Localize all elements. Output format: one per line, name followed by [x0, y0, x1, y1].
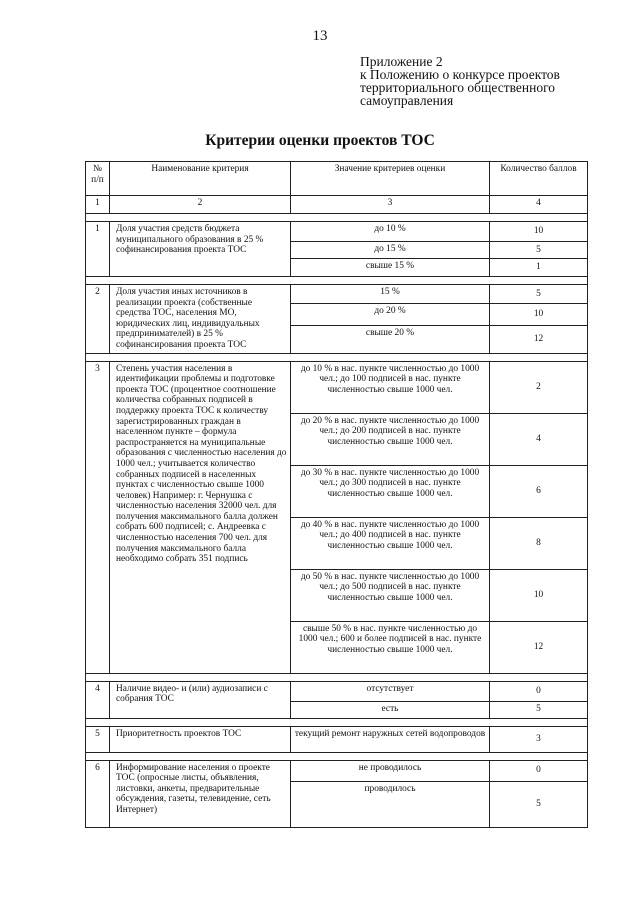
criterion-name: Наличие видео- и (или) аудиозаписи с собрания ТОС [110, 681, 291, 718]
criterion-number: 5 [86, 726, 110, 752]
appendix-heading [360, 55, 560, 107]
separator-cell [86, 353, 588, 361]
criterion-value: 15 % [291, 285, 490, 304]
criterion-points: 6 [490, 465, 588, 517]
header-value: Значение критериев оценки [291, 162, 490, 196]
criterion-points: 5 [490, 242, 588, 259]
separator-row [86, 752, 588, 760]
separator-cell [86, 718, 588, 726]
criterion-points: 10 [490, 304, 588, 325]
criterion-value: до 20 % [291, 304, 490, 325]
criterion-value: до 40 % в нас. пункте численностью до 1000 чел.; до 400 подписей в нас. пункте численностью свыше 1000 чел. [291, 517, 490, 569]
criterion-points: 8 [490, 517, 588, 569]
criterion-points: 5 [490, 701, 588, 718]
criterion-value: текущий ремонт наружных сетей водопроводов [291, 726, 490, 752]
table-row [86, 681, 588, 701]
table-row [86, 222, 588, 242]
criterion-points: 0 [490, 681, 588, 701]
criterion-name: Доля участия иных источников в реализации проекта (собственные средства ТОС, населения МО, юридических лиц, индивидуальных предпринимателей) в 25 % софинансирования проекта ТОС [110, 285, 291, 354]
criterion-points: 12 [490, 325, 588, 353]
criterion-number: 2 [86, 285, 110, 354]
criterion-value: до 50 % в нас. пункте численностью до 1000 чел.; до 500 подписей в нас. пункте численностью свыше 1000 чел. [291, 569, 490, 621]
criterion-number: 6 [86, 760, 110, 827]
criterion-number: 1 [86, 222, 110, 277]
criterion-value: свыше 50 % в нас. пункте численностью до 1000 чел.; 600 и более подписей в нас. пункте численностью свыше 1000 чел. [291, 621, 490, 673]
column-number-row [86, 196, 588, 214]
criterion-name: Доля участия средств бюджета муниципального образования в 25 % софинансирования проекта ТОС [110, 222, 291, 277]
criterion-name: Информирование населения о проекте ТОС (опросные листы, объявления, листовки, анкеты, предварительные обсуждения, газеты, телевидение, сеть Интернет) [110, 760, 291, 827]
criterion-points: 10 [490, 222, 588, 242]
page-number: 13 [312, 28, 328, 44]
header-points: Количество баллов [490, 162, 588, 196]
criterion-points: 5 [490, 781, 588, 827]
criterion-value: до 10 % в нас. пункте численностью до 1000 чел.; до 100 подписей в нас. пункте численностью свыше 1000 чел. [291, 361, 490, 413]
criterion-points: 12 [490, 621, 588, 673]
criterion-value: свыше 20 % [291, 325, 490, 353]
criterion-value: есть [291, 701, 490, 718]
criterion-points: 2 [490, 361, 588, 413]
table-row [86, 285, 588, 304]
table-row [86, 760, 588, 781]
criterion-value: до 30 % в нас. пункте численностью до 1000 чел.; до 300 подписей в нас. пункте численностью свыше 1000 чел. [291, 465, 490, 517]
column-number: 1 [86, 196, 110, 214]
criterion-value: проводилось [291, 781, 490, 827]
criterion-name: Степень участия населения в идентификации проблемы и подготовке проекта ТОС (процентное соотношение количества собранных подписей в поддержку проекта ТОС к количеству зарегистрированных граждан в населенном пункте – формула распространяется на муниципальные образования с численностью населения до 1000 чел.; учитывается количество собранных подписей в населенных пунктах с численностью свыше 1000 человек) Например: г. Чернушка с численностью населения 32000 чел. для получения максимального балла должен собрать 600 подписей; с. Андреевка с численностью населения 700 чел. для получения максимального балла необходимо собрать 351 подпись [110, 361, 291, 673]
header-num: № п/п [86, 162, 110, 196]
criterion-value: свыше 15 % [291, 259, 490, 277]
criterion-name: Приоритетность проектов ТОС [110, 726, 291, 752]
criterion-points: 0 [490, 760, 588, 781]
criterion-points: 10 [490, 569, 588, 621]
separator-row [86, 214, 588, 222]
table-header-row [86, 162, 588, 196]
separator-cell [86, 214, 588, 222]
criterion-number: 4 [86, 681, 110, 718]
appendix-line: к Положению о конкурсе проектов [360, 67, 560, 82]
criterion-value: до 10 % [291, 222, 490, 242]
appendix-line: самоуправления [360, 93, 454, 108]
column-number: 3 [291, 196, 490, 214]
table-row [86, 726, 588, 752]
criterion-points: 4 [490, 413, 588, 465]
criterion-value: до 20 % в нас. пункте численностью до 1000 чел.; до 200 подписей в нас. пункте численностью свыше 1000 чел. [291, 413, 490, 465]
criterion-number: 3 [86, 361, 110, 673]
column-number: 4 [490, 196, 588, 214]
criterion-points: 3 [490, 726, 588, 752]
appendix-line: Приложение 2 [360, 54, 443, 69]
criterion-value: не проводилось [291, 760, 490, 781]
separator-row [86, 353, 588, 361]
criterion-value: отсутствует [291, 681, 490, 701]
table-row [86, 361, 588, 413]
criteria-table [85, 161, 588, 828]
separator-row [86, 277, 588, 285]
column-number: 2 [110, 196, 291, 214]
criterion-points: 5 [490, 285, 588, 304]
separator-row [86, 718, 588, 726]
separator-row [86, 673, 588, 681]
separator-cell [86, 277, 588, 285]
criterion-points: 1 [490, 259, 588, 277]
appendix-line: территориального общественного [360, 80, 556, 95]
header-name: Наименование критерия [110, 162, 291, 196]
separator-cell [86, 752, 588, 760]
criterion-value: до 15 % [291, 242, 490, 259]
separator-cell [86, 673, 588, 681]
document-title: Критерии оценки проектов ТОС [205, 132, 435, 149]
